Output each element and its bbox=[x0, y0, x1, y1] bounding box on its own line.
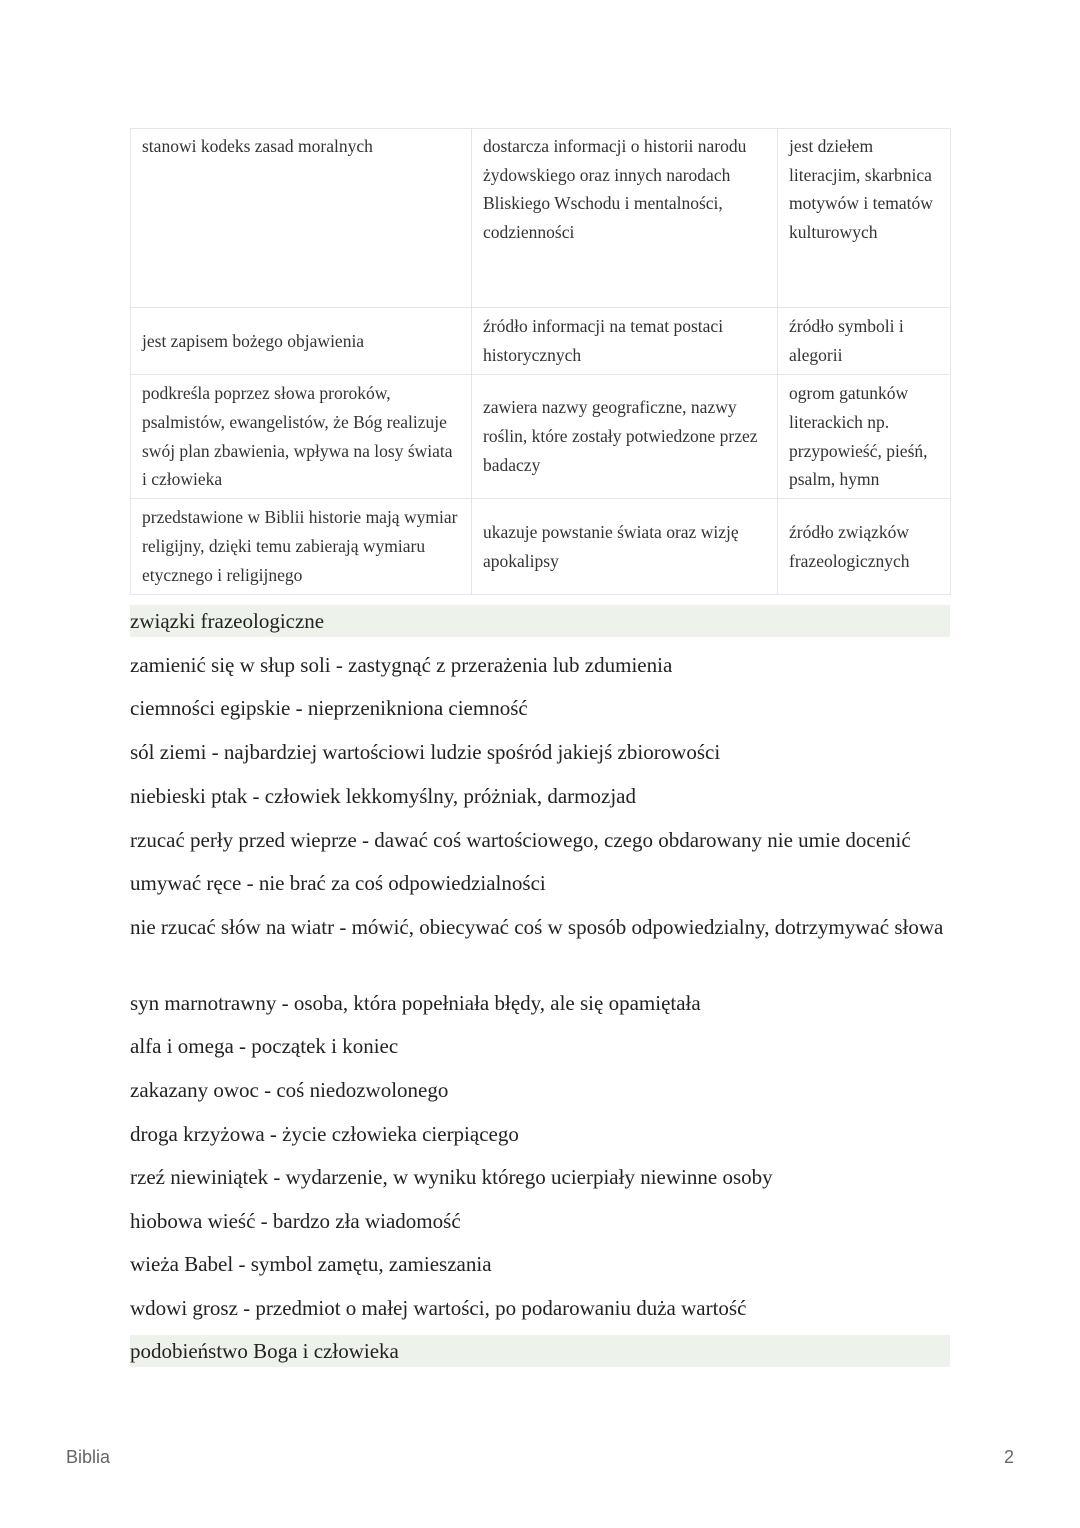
table-cell: ukazuje powstanie świata oraz wizję apokalipsy bbox=[472, 499, 778, 595]
section-heading-similarity: podobieństwo Boga i człowieka bbox=[130, 1335, 950, 1367]
table-cell: zawiera nazwy geograficzne, nazwy roślin, które zostały potwiedzone przez badaczy bbox=[472, 375, 778, 499]
footer-document-title: Biblia bbox=[66, 1447, 111, 1467]
section-heading-phraseology: związki frazeologiczne bbox=[130, 605, 950, 637]
table-cell: źródło symboli i alegorii bbox=[778, 308, 951, 375]
phrase-item: rzeź niewiniątek - wydarzenie, w wyniku którego ucierpiały niewinne osoby bbox=[130, 1165, 773, 1189]
table-row bbox=[131, 499, 951, 595]
phrase-item: syn marnotrawny - osoba, która popełniała błędy, ale się opamiętała bbox=[130, 991, 701, 1015]
table-cell: źródło związków frazeologicznych bbox=[778, 499, 951, 595]
table-cell: jest zapisem bożego objawienia bbox=[131, 308, 472, 375]
phrase-item: wdowi grosz - przedmiot o małej wartości, po podarowaniu duża wartość bbox=[130, 1296, 747, 1320]
table-cell: stanowi kodeks zasad moralnych bbox=[131, 129, 472, 308]
phrase-item: droga krzyżowa - życie człowieka cierpiącego bbox=[130, 1122, 519, 1146]
phrase-item: umywać ręce - nie brać za coś odpowiedzialności bbox=[130, 871, 546, 895]
table-cell: źródło informacji na temat postaci historycznych bbox=[472, 308, 778, 375]
phrase-item: sól ziemi - najbardziej wartościowi ludzie spośród jakiejś zbiorowości bbox=[130, 740, 721, 764]
table-row bbox=[131, 308, 951, 375]
phrase-item: nie rzucać słów na wiatr - mówić, obiecywać coś w sposób odpowiedzialny, dotrzymywać słowa bbox=[130, 915, 944, 939]
phrase-item: alfa i omega - początek i koniec bbox=[130, 1034, 399, 1058]
table-cell: jest dziełem literacjim, skarbnica motywów i tematów kulturowych bbox=[778, 129, 951, 308]
phrase-item: niebieski ptak - człowiek lekkomyślny, próżniak, darmozjad bbox=[130, 784, 636, 808]
footer-page-number: 2 bbox=[1003, 1447, 1014, 1467]
table-cell: ogrom gatunków literackich np. przypowieść, pieśń, psalm, hymn bbox=[778, 375, 951, 499]
phrase-item: hiobowa wieść - bardzo zła wiadomość bbox=[130, 1209, 461, 1233]
phrase-item: ciemności egipskie - nieprzenikniona ciemność bbox=[130, 696, 528, 720]
features-table-container bbox=[130, 128, 950, 595]
bible-features-table bbox=[130, 128, 951, 595]
phrase-item: rzucać perły przed wieprze - dawać coś wartościowego, czego obdarowany nie umie docenić bbox=[130, 828, 911, 852]
table-cell: podkreśla poprzez słowa proroków, psalmistów, ewangelistów, że Bóg realizuje swój plan zbawienia, wpływa na losy świata i człowieka bbox=[131, 375, 472, 499]
phrase-item: wieża Babel - symbol zamętu, zamieszania bbox=[130, 1252, 492, 1276]
phrase-item: zakazany owoc - coś niedozwolonego bbox=[130, 1078, 449, 1102]
table-cell: przedstawione w Biblii historie mają wymiar religijny, dzięki temu zabierają wymiaru etycznego i religijnego bbox=[131, 499, 472, 595]
phrase-item: zamienić się w słup soli - zastygnąć z przerażenia lub zdumienia bbox=[130, 653, 673, 677]
table-cell: dostarcza informacji o historii narodu żydowskiego oraz innych narodach Bliskiego Wschodu i mentalności, codzienności bbox=[472, 129, 778, 308]
table-row bbox=[131, 375, 951, 499]
table-row bbox=[131, 129, 951, 308]
